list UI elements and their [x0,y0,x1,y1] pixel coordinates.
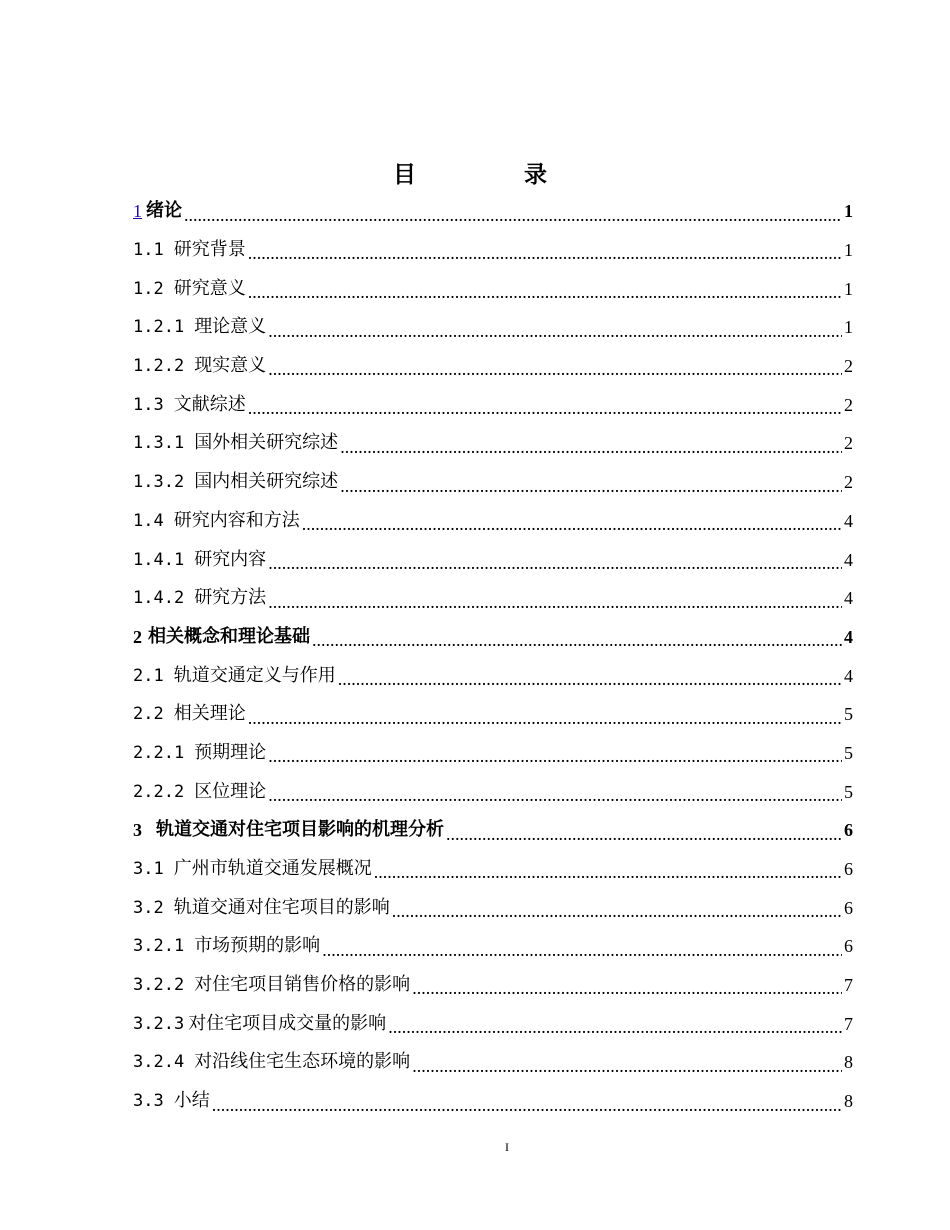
toc-entry-title: 轨道交通定义与作用 [173,664,336,686]
leader-dots [446,827,842,850]
toc-entry-title: 国内相关研究综述 [194,471,339,493]
toc-entry[interactable] [133,385,853,424]
toc-entry-number: 3.2.3 [133,1013,185,1034]
toc-entry[interactable] [133,888,853,927]
toc-entry[interactable] [133,347,853,386]
toc-entry[interactable] [133,424,853,463]
toc-page-number: 1 [844,278,853,299]
toc-entry[interactable] [133,463,853,502]
leader-dots [392,904,842,927]
toc-entry-title: 相关概念和理论基础 [148,625,310,647]
toc-entry-chapter-3[interactable] [133,811,853,850]
toc-entry-number: 1.4 [133,510,164,531]
toc-page-number: 6 [844,936,853,957]
toc-page-number: 7 [844,1013,853,1034]
toc-entry[interactable] [133,656,853,695]
toc-entry[interactable] [133,1082,853,1121]
toc-entry-number: 3.2 [133,897,164,918]
toc-page-number: 4 [844,665,853,686]
leader-dots [340,440,842,463]
toc-entry[interactable] [133,579,853,618]
toc-page-number: 4 [844,626,853,647]
toc-entry-number: 1.3.2 [133,472,185,493]
toc-page-number: 4 [844,510,853,531]
toc-entry-number: 1.4.1 [133,549,185,570]
toc-entry-number: 1.2.1 [133,317,185,338]
toc-entry-number: 2.2.2 [133,781,185,802]
toc-page-number: 6 [844,897,853,918]
toc-entry-number: 1.1 [133,240,164,261]
toc-entry-number: 1.2 [133,278,164,299]
leader-dots [302,517,842,540]
table-of-contents [133,192,853,1121]
toc-entry-title: 市场预期的影响 [194,935,321,957]
toc-entry[interactable] [133,966,853,1005]
toc-entry-number: 1.4.2 [133,588,185,609]
toc-page-number: 2 [844,356,853,377]
toc-page-number: 2 [844,472,853,493]
leader-dots [322,943,842,966]
toc-entry-title: 现实意义 [194,355,267,377]
leader-dots [268,749,842,772]
leader-dots [388,1020,842,1043]
toc-entry-number: 3.2.1 [133,936,185,957]
toc-entry-number: 2.2 [133,704,164,725]
leader-dots [268,595,842,618]
leader-dots [184,208,842,231]
toc-entry[interactable] [133,502,853,541]
toc-entry[interactable] [133,734,853,773]
toc-entry-title: 广州市轨道交通发展概况 [173,858,372,880]
toc-page-number: 6 [844,859,853,880]
toc-entry-title: 理论意义 [194,316,267,338]
toc-page-number: 2 [844,433,853,454]
toc-entry-title: 绪论 [146,200,182,222]
leader-dots [312,633,842,656]
leader-dots [338,672,842,695]
toc-link-number[interactable]: 1 [133,201,142,222]
toc-entry-number: 3.1 [133,859,164,880]
toc-entry[interactable] [133,695,853,734]
toc-entry-title: 预期理论 [194,741,267,763]
toc-entry[interactable] [133,1043,853,1082]
toc-entry-number: 1.3 [133,394,164,415]
leader-dots [248,401,842,424]
page-footer-number: I [505,1140,509,1154]
toc-entry-title: 文献综述 [173,393,246,415]
toc-entry[interactable] [133,269,853,308]
toc-page-number: 5 [844,742,853,763]
toc-entry[interactable] [133,308,853,347]
toc-page-number: 4 [844,549,853,570]
toc-entry-title: 轨道交通对住宅项目的影响 [173,896,390,918]
leader-dots [248,246,842,269]
toc-page-number: 8 [844,1052,853,1073]
toc-entry[interactable] [133,772,853,811]
toc-entry-title: 区位理论 [194,780,267,802]
toc-entry[interactable] [133,1004,853,1043]
leader-dots [268,324,842,347]
toc-entry-title: 相关理论 [173,703,246,725]
toc-entry-number: 1.3.1 [133,433,185,454]
toc-entry-title: 小结 [173,1090,210,1112]
toc-entry[interactable] [133,850,853,889]
toc-entry-title: 研究意义 [173,277,246,299]
toc-entry-number: 3.3 [133,1091,164,1112]
toc-entry-number: 2.1 [133,665,164,686]
toc-page-number: 1 [844,317,853,338]
toc-entry-chapter-1[interactable] [133,192,853,231]
toc-entry-title: 研究内容和方法 [173,509,300,531]
toc-entry-title: 研究背景 [173,239,246,261]
leader-dots [268,788,842,811]
toc-entry-title: 研究方法 [194,587,267,609]
toc-page-number: 7 [844,975,853,996]
toc-entry[interactable] [133,231,853,270]
toc-entry-number: 3.2.4 [133,1052,185,1073]
toc-entry-title: 对沿线住宅生态环境的影响 [194,1051,411,1073]
toc-entry-number: 3 [133,820,142,841]
toc-page-number: 5 [844,704,853,725]
toc-page-number: 4 [844,588,853,609]
toc-entry-number: 3.2.2 [133,975,185,996]
toc-entry-chapter-2[interactable] [133,618,853,657]
page-title: 目 录 [392,162,597,188]
leader-dots [412,1059,842,1082]
toc-entry[interactable] [133,927,853,966]
leader-dots [248,285,842,308]
toc-page-number: 2 [844,394,853,415]
toc-entry-number: 1.2.2 [133,356,185,377]
toc-entry-title: 对住宅项目销售价格的影响 [194,974,411,996]
toc-entry-title: 国外相关研究综述 [194,432,339,454]
leader-dots [412,981,842,1004]
toc-entry-number: 2 [133,626,142,647]
toc-entry-title: 轨道交通对住宅项目影响的机理分析 [156,819,444,841]
toc-page-number: 5 [844,781,853,802]
leader-dots [248,711,842,734]
toc-entry-title: 对住宅项目成交量的影响 [188,1012,387,1034]
toc-entry-title: 研究内容 [194,548,267,570]
toc-page-number: 6 [844,820,853,841]
toc-entry-number: 2.2.1 [133,742,185,763]
leader-dots [340,479,842,502]
leader-dots [268,556,842,579]
toc-page-number: 1 [844,201,853,222]
leader-dots [374,865,842,888]
toc-page-number: 1 [844,240,853,261]
toc-page-number: 8 [844,1091,853,1112]
leader-dots [212,1098,842,1121]
leader-dots [268,362,842,385]
toc-entry[interactable] [133,540,853,579]
